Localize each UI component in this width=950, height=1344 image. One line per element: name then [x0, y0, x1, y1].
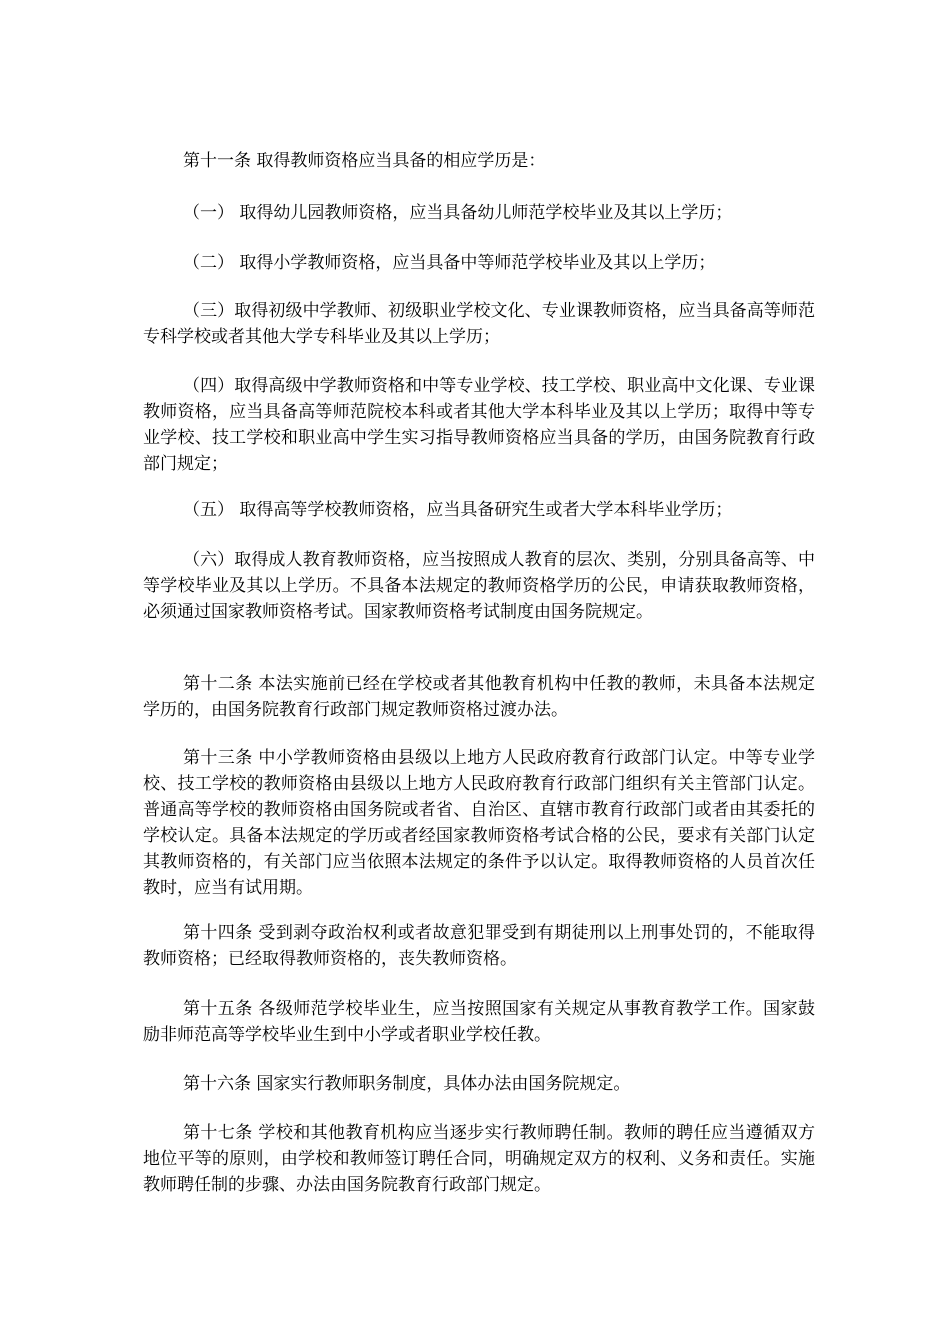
article-11-item-5: （五） 取得高等学校教师资格，应当具备研究生或者大学本科毕业学历；: [183, 500, 733, 520]
article-15: 第十五条 各级师范学校毕业生，应当按照国家有关规定从事教育教学工作。国家鼓励非师范高等学校毕业生到中小学或者职业学校任教。: [143, 999, 815, 1045]
article-16: 第十六条 国家实行教师职务制度，具体办法由国务院规定。: [183, 1074, 631, 1094]
article-11-item-3: （三）取得初级中学教师、初级职业学校文化、专业课教师资格，应当具备高等师范专科学校或者其他大学专科毕业及其以上学历；: [143, 301, 815, 347]
article-11-item-4: （四）取得高级中学教师资格和中等专业学校、技工学校、职业高中文化课、专业课教师资格，应当具备高等师范院校本科或者其他大学本科毕业及其以上学历；取得中等专业学校、技工学校和职业高中学生实习指导教师资格应当具备的学历，由国务院教育行政部门规定；: [143, 376, 815, 474]
article-11-heading: 第十一条 取得教师资格应当具备的相应学历是：: [183, 151, 546, 171]
article-11-item-6: （六）取得成人教育教师资格，应当按照成人教育的层次、类别，分别具备高等、中等学校毕业及其以上学历。不具备本法规定的教师资格学历的公民，申请获取教师资格，必须通过国家教师资格考试。国家教师资格考试制度由国务院规定。: [143, 550, 815, 622]
article-12: 第十二条 本法实施前已经在学校或者其他教育机构中任教的教师，未具备本法规定学历的，由国务院教育行政部门规定教师资格过渡办法。: [143, 674, 815, 720]
article-17: 第十七条 学校和其他教育机构应当逐步实行教师聘任制。教师的聘任应当遵循双方地位平等的原则，由学校和教师签订聘任合同，明确规定双方的权利、义务和责任。实施教师聘任制的步骤、办法由国务院教育行政部门规定。: [143, 1123, 815, 1195]
article-14: 第十四条 受到剥夺政治权利或者故意犯罪受到有期徒刑以上刑事处罚的，不能取得教师资格；已经取得教师资格的，丧失教师资格。: [143, 923, 815, 969]
article-11-item-2: （二） 取得小学教师资格，应当具备中等师范学校毕业及其以上学历；: [183, 253, 716, 273]
article-11-item-1: （一） 取得幼儿园教师资格，应当具备幼儿师范学校毕业及其以上学历；: [183, 203, 733, 223]
article-13: 第十三条 中小学教师资格由县级以上地方人民政府教育行政部门认定。中等专业学校、技工学校的教师资格由县级以上地方人民政府教育行政部门组织有关主管部门认定。普通高等学校的教师资格由国务院或者省、自治区、直辖市教育行政部门或者由其委托的学校认定。具备本法规定的学历或者经国家教师资格考试合格的公民，要求有关部门认定其教师资格的，有关部门应当依照本法规定的条件予以认定。取得教师资格的人员首次任教时，应当有试用期。: [143, 748, 815, 898]
